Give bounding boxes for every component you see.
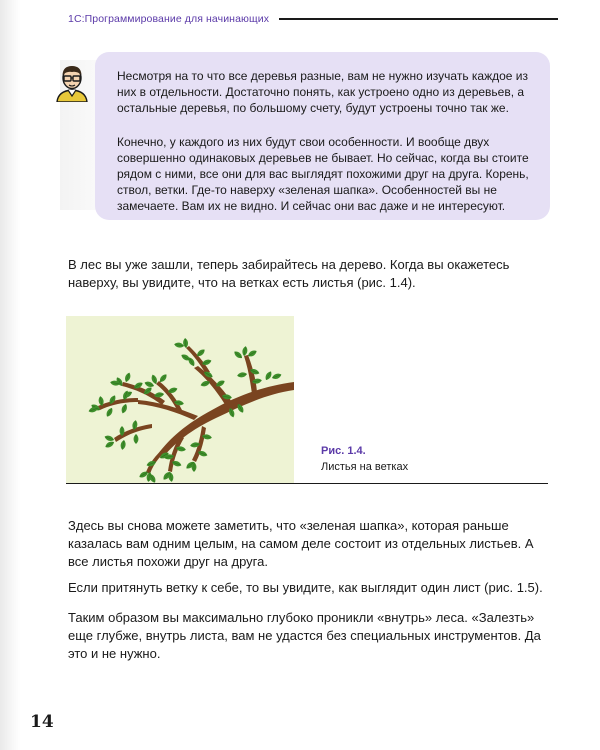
figure-caption: Листья на ветках bbox=[321, 461, 409, 473]
student-avatar-icon bbox=[55, 62, 89, 102]
body-paragraph-1: В лес вы уже зашли, теперь забирайтесь на дерево. Когда вы окажетесь наверху, вы увидите, что на ветках есть листья (рис. 1.4). bbox=[68, 257, 510, 290]
figure-tree-branch bbox=[66, 316, 294, 483]
figure-bottom-rule bbox=[66, 483, 548, 484]
callout-paragraph-2: Конечно, у каждого из них будут свои особенности. И вообще двух совершенно одинаковых деревьев не бывает. Но сейчас, когда вы стоите рядом с ними, все они для вас выглядят похожими друг на друга. Корень, ствол, ветки. Где-то наверху «зеленая шапка». Особенностей вы не замечаете. Вам их не видно. И сейчас они вас даже и не интересуют. bbox=[117, 135, 529, 213]
running-header bbox=[68, 11, 558, 27]
body-paragraph-2: Здесь вы снова можете заметить, что «зеленая шапка», которая раньше казалась вам одним целым, на самом деле состоит из отдельных листьев. А все листья похожи друг на друга. bbox=[68, 518, 534, 569]
callout-box bbox=[95, 52, 550, 220]
body-paragraph-3: Если притянуть ветку к себе, то вы увидите, как выглядит один лист (рис. 1.5). bbox=[68, 580, 543, 595]
figure-label: Рис. 1.4. bbox=[321, 445, 366, 457]
page-number: 14 bbox=[30, 712, 54, 732]
body-paragraph-4: Таким образом вы максимально глубоко проникли «внутрь» леса. «Залезть» еще глубже, внутрь листа, вам не удастся без специальных инструментов. Да это и не нужно. bbox=[68, 610, 541, 661]
callout-paragraph-1: Несмотря на то что все деревья разные, вам не нужно изучать каждое из них в отдельности. Достаточно понять, как устроено одно из деревьев, а остальные деревья, по большому счету, будут устроены точно так же. bbox=[117, 69, 529, 115]
page-edge-shadow bbox=[0, 0, 20, 750]
tree-branch-with-leaves-illustration bbox=[66, 316, 294, 483]
header-rule bbox=[279, 18, 558, 20]
header-title: 1С:Программирование для начинающих bbox=[68, 13, 270, 25]
